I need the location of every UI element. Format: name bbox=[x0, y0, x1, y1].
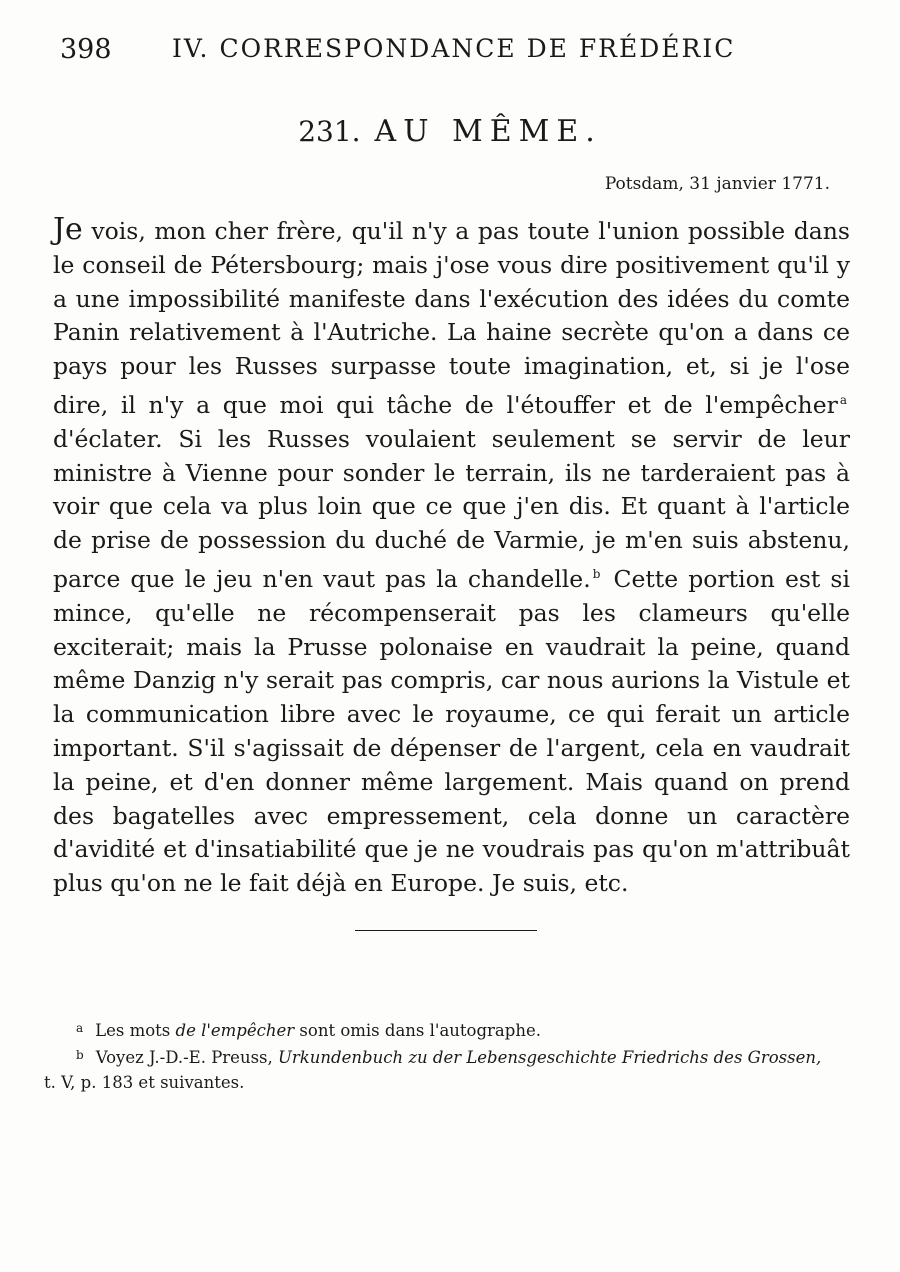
letter-number: 231. bbox=[298, 115, 361, 148]
footnote-b bbox=[44, 1043, 834, 1095]
footnote-a-text-after: sont omis dans l'autographe. bbox=[294, 1021, 541, 1040]
footnote-a-text-before: Les mots bbox=[95, 1021, 176, 1040]
page-number: 398 bbox=[60, 34, 112, 65]
letter-title bbox=[0, 114, 900, 149]
letter-heading: AU MÊME. bbox=[374, 114, 602, 149]
footnote-divider bbox=[355, 930, 537, 931]
letter-body bbox=[53, 213, 850, 901]
footnote-b-text-after: t. V, p. 183 et suivantes. bbox=[44, 1073, 245, 1092]
body-text-segment-1: vois, mon cher frère, qu'il n'y a pas toute l'union possible dans le conseil de Pétersbourg; mais j'ose vous dire positivement qu'il y a une impossibilité manifeste dans l'exécution des idées du comte Panin relativement à l'Autriche. La haine secrète qu'on a dans ce pays pour les Russes surpasse toute imagination, et, si je l'ose dire, il n'y a que moi qui tâche de l'étouffer et de l'empêcher bbox=[53, 217, 850, 419]
dateline: Potsdam, 31 janvier 1771. bbox=[604, 174, 830, 194]
footnote-marker-a: a bbox=[76, 1021, 84, 1035]
body-text-segment-2: d'éclater. Si les Russes voulaient seulement se servir de leur ministre à Vienne pour sonder le terrain, ils ne tarderaient pas à voir que cela va plus loin que ce que j'en dis. Et quant à l'article de prise de possession du duché de Varmie, je m'en suis abstenu, parce que le jeu n'en vaut pas la chandelle. bbox=[53, 424, 850, 593]
footnote-ref-b[interactable]: b bbox=[592, 566, 601, 581]
body-first-word: Je bbox=[53, 212, 83, 247]
footnotes bbox=[44, 1016, 834, 1095]
running-title: IV. CORRESPONDANCE DE FRÉDÉRIC bbox=[172, 34, 736, 63]
running-head bbox=[60, 34, 760, 74]
footnote-ref-a[interactable]: a bbox=[839, 392, 847, 407]
body-text-segment-3: Cette portion est si mince, qu'elle ne récompenserait pas les clameurs qu'elle exciterait; mais la Prusse polonaise en vaudrait la peine, quand même Danzig n'y serait pas compris, car nous aurions la Vistule et la communication libre avec le royaume, ce qui ferait un article important. S'il s'agissait de dépenser de l'argent, cela en vaudrait la peine, et d'en donner même largement. Mais quand on prend des bagatelles avec empressement, cela donne un caractère d'avidité et d'insatiabilité que je ne voudrais pas qu'on m'attribuât plus qu'on ne le fait déjà en Europe. Je suis, etc. bbox=[53, 564, 851, 898]
footnote-b-citation: Urkundenbuch zu der Lebensgeschichte Friedrichs des Grossen, bbox=[278, 1048, 822, 1067]
footnote-marker-b: b bbox=[76, 1048, 84, 1062]
footnote-b-text-before: Voyez J.-D.-E. Preuss, bbox=[95, 1048, 279, 1067]
footnote-a-italic: de l'empêcher bbox=[175, 1021, 295, 1040]
footnote-a bbox=[44, 1016, 834, 1043]
